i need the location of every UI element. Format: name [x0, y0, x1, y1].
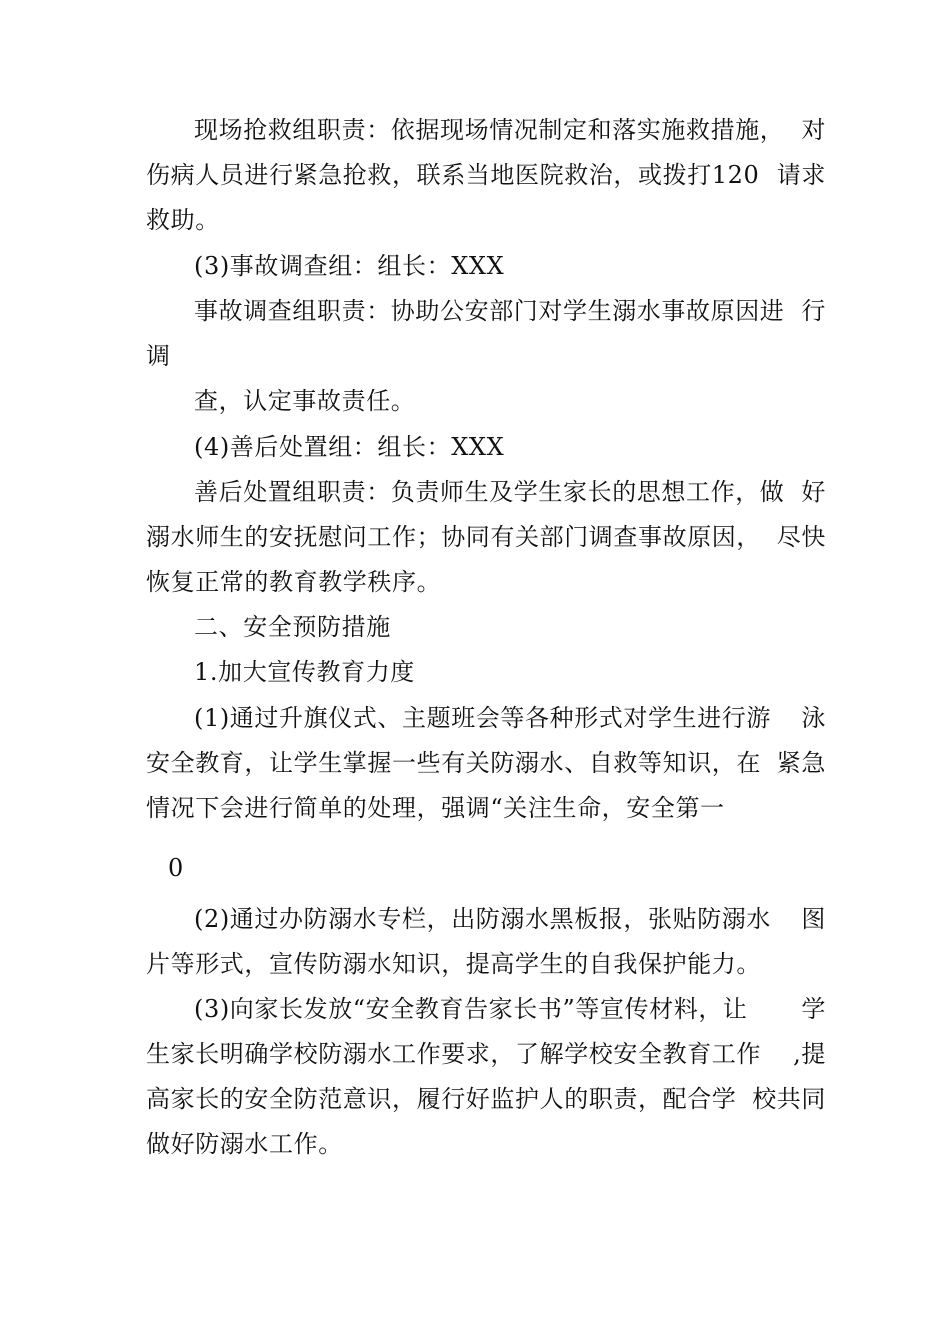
line-text: (1)通过升旗仪式、主题班会等各种形式对学生进行游: [194, 704, 771, 732]
line-text: 现场抢救组职责：依据现场情况制定和落实施救措施，: [194, 116, 785, 144]
subsection-heading: [194, 657, 826, 687]
line-text: 安全教育，让学生掌握一些有关防溺水、自救等知识，在: [146, 749, 761, 777]
line-text: 查，认定事故责任。: [194, 387, 416, 415]
text-line: [146, 949, 826, 979]
section-heading: [194, 251, 826, 281]
text-line: [146, 1129, 826, 1159]
line-text-end: 泳: [801, 704, 826, 732]
text-line: [194, 296, 826, 326]
line-text: 恢复正常的教育教学秩序。: [146, 568, 442, 596]
text-line: [194, 115, 826, 145]
line-text-end: 行: [801, 297, 826, 325]
text-line: [194, 703, 826, 733]
text-line: [146, 793, 826, 823]
text-line: [168, 853, 848, 883]
section-heading: [194, 612, 826, 642]
line-text: 二、安全预防措施: [194, 613, 391, 641]
line-text-end: 尽快: [776, 523, 826, 551]
line-text: 救助。: [146, 206, 220, 234]
line-text: (2)通过办防溺水专栏，出防溺水黑板报，张贴防溺水: [194, 905, 771, 933]
line-text-end: 请求: [776, 161, 826, 189]
line-text: (3)事故调查组：组长：XXX: [194, 252, 505, 280]
text-line: [146, 567, 826, 597]
line-text-end: ,提: [793, 1040, 826, 1068]
line-text: 片等形式，宣传防溺水知识，提高学生的自我保护能力。: [146, 950, 761, 978]
text-line: [146, 1039, 826, 1069]
line-text: 事故调查组职责：协助公安部门对学生溺水事故原因进: [194, 297, 785, 325]
text-line: [146, 205, 826, 235]
line-text: 做好防溺水工作。: [146, 1130, 343, 1158]
text-line: [146, 341, 826, 371]
section-heading: [194, 432, 826, 462]
text-line: [146, 160, 826, 190]
line-text: 1.加大宣传教育力度: [194, 658, 415, 686]
line-text: 高家长的安全防范意识，履行好监护人的职责，配合学: [146, 1085, 737, 1113]
text-line: [146, 1084, 826, 1114]
line-text-end: 好: [801, 478, 826, 506]
line-text: 0: [168, 854, 184, 882]
line-text: 伤病人员进行紧急抢救，联系当地医院救治，或拨打120: [146, 161, 760, 189]
line-text-end: 校共同: [752, 1085, 826, 1113]
text-line: [146, 748, 826, 778]
line-text: 情况下会进行简单的处理，强调“关注生命，安全第一: [146, 794, 725, 822]
text-line: [194, 994, 826, 1024]
text-line: [194, 386, 826, 416]
line-text: (3)向家长发放“安全教育告家长书”等宣传材料，让: [194, 995, 748, 1023]
line-text-end: 学: [801, 995, 826, 1023]
line-text: 调: [146, 342, 171, 370]
line-text: 生家长明确学校防溺水工作要求，了解学校安全教育工作: [146, 1040, 761, 1068]
line-text-end: 紧急: [776, 749, 826, 777]
text-line: [194, 904, 826, 934]
line-text-end: 对: [801, 116, 826, 144]
line-text: (4)善后处置组：组长：XXX: [194, 433, 505, 461]
line-text: 溺水师生的安抚慰问工作；协同有关部门调查事故原因，: [146, 523, 761, 551]
text-line: [194, 477, 826, 507]
text-line: [146, 522, 826, 552]
line-text: 善后处置组职责：负责师生及学生家长的思想工作，做: [194, 478, 785, 506]
line-text-end: 图: [801, 905, 826, 933]
